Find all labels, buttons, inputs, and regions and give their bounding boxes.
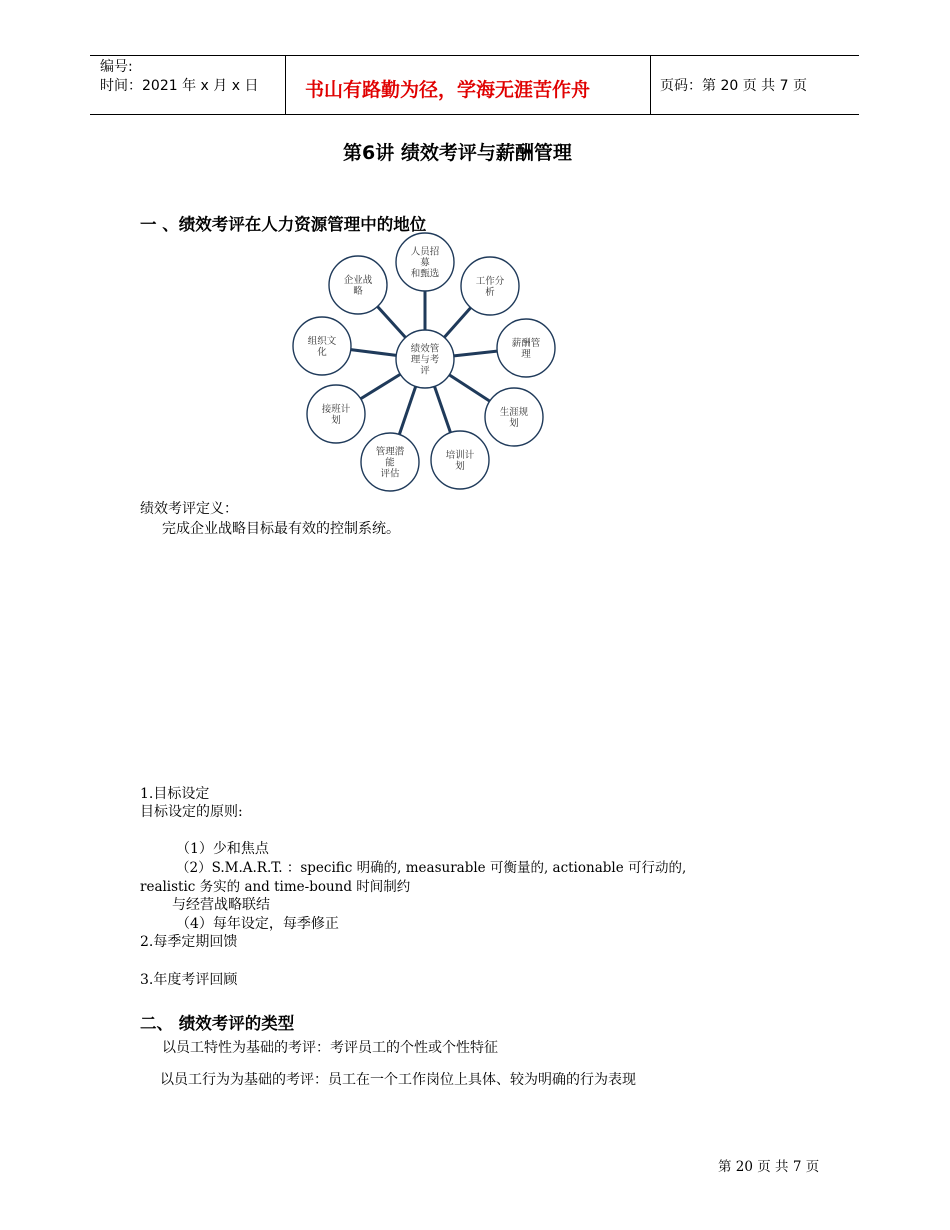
section1-heading: 一 、绩效考评在人力资源管理中的地位	[140, 215, 427, 234]
header-motto: 书山有路勤为径，学海无涯苦作舟	[305, 79, 591, 101]
header-number-label: 编号:	[100, 59, 133, 75]
principle-4: （4）每年设定，每季修正	[176, 916, 339, 932]
diagram-node-text: 化	[317, 347, 327, 358]
diagram-node-text: 募	[420, 257, 430, 269]
diagram-node-text: 划	[331, 415, 341, 426]
diagram-spoke	[351, 350, 396, 356]
diagram-spoke	[444, 308, 470, 338]
hr-position-diagram	[280, 228, 570, 498]
diagram-node-text: 培训计	[445, 450, 475, 461]
section2-heading: 二、 绩效考评的类型	[140, 1014, 295, 1033]
header-time-label: 时间：2021 年 x 月 x 日	[100, 78, 259, 94]
diagram-circles	[293, 233, 555, 491]
diagram-spoke	[454, 351, 497, 356]
header-divider-left	[285, 55, 286, 114]
diagram-node-text: 接班计	[321, 404, 351, 415]
diagram-spoke	[449, 375, 489, 401]
definition-text: 完成企业战略目标最有效的控制系统。	[162, 521, 400, 537]
diagram-node-text: 略	[353, 286, 363, 297]
diagram-spoke	[361, 374, 401, 399]
diagram-node-text: 划	[509, 418, 519, 429]
diagram-node-text: 和甄选	[410, 268, 440, 280]
diagram-center-text: 理与考	[410, 354, 440, 366]
diagram-node-text: 薪酬管	[511, 338, 541, 349]
diagram-node-text: 评估	[380, 468, 400, 480]
diagram-node-text: 工作分	[475, 276, 505, 287]
diagram-node-text: 能	[385, 457, 395, 469]
diagram-node-text: 组织文	[307, 336, 337, 347]
diagram-node-text: 管理潜	[375, 446, 405, 458]
goal-item-3: 3.年度考评回顾	[140, 972, 238, 988]
diagram-node-text: 划	[455, 461, 465, 472]
diagram-center-text: 评	[420, 365, 430, 377]
goal-item-2: 2.每季定期回馈	[140, 934, 238, 950]
goal-principle-label: 目标设定的原则:	[140, 804, 243, 820]
diagram-spoke	[399, 386, 415, 434]
header-bottom-border	[90, 114, 859, 115]
diagram-center-text: 绩效管	[410, 343, 440, 355]
diagram-node-text: 人员招	[410, 246, 440, 258]
diagram-node-text: 企业战	[343, 275, 373, 286]
type-line-2: 以员工行为为基础的考评：员工在一个工作岗位上具体、较为明确的行为表现	[160, 1072, 636, 1088]
principle-2b: realistic 务实的 and time-bound 时间制约	[140, 879, 411, 895]
page-footer: 第 20 页 共 7 页	[718, 1159, 820, 1175]
principle-2a: （2）S.M.A.R.T. ：specific 明确的, measurable 可衡量的, actionable 可行动的,	[176, 860, 687, 876]
definition-label: 绩效考评定义：	[140, 501, 238, 517]
diagram-node-text: 理	[521, 349, 531, 360]
header-top-border	[90, 55, 859, 56]
goal-item-1: 1.目标设定	[140, 786, 210, 802]
diagram-node-text: 析	[485, 287, 495, 298]
principle-3: 与经营战略联结	[172, 897, 270, 913]
diagram-spoke	[377, 306, 405, 337]
diagram-node-text: 生涯规	[499, 407, 529, 418]
page-title: 第6讲 绩效考评与薪酬管理	[343, 142, 572, 164]
header-page-info: 页码：第 20 页 共 7 页	[660, 78, 807, 94]
principle-1: （1）少和焦点	[176, 841, 269, 857]
type-line-1: 以员工特性为基础的考评：考评员工的个性或个性特征	[162, 1040, 498, 1056]
header-divider-right	[650, 55, 651, 114]
diagram-spoke	[434, 386, 450, 432]
